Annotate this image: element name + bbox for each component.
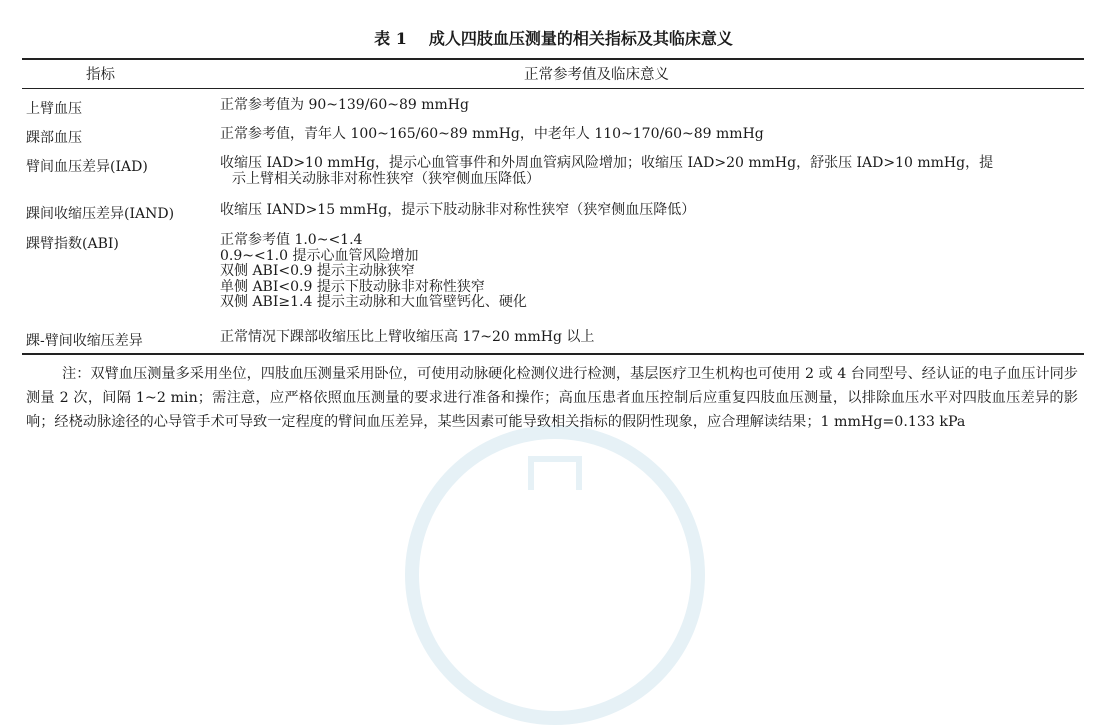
value-line: 收缩压 IAD>10 mmHg，提示心血管事件和外周血管病风险增加；收缩压 IAD>20 mmHg，舒张压 IAD>10 mmHg，提 (220, 155, 994, 171)
row-label-iad: 臂间血压差异(IAD) (26, 159, 148, 175)
value-line: 收缩压 IAND>15 mmHg，提示下肢动脉非对称性狭窄（狭窄侧血压降低） (220, 202, 696, 218)
row-label-iand: 踝间收缩压差异(IAND) (26, 206, 175, 222)
value-line: 正常情况下踝部收缩压比上臂收缩压高 17~20 mmHg 以上 (220, 329, 595, 345)
row-value-iad (220, 156, 993, 187)
value-line: 双侧 ABI<0.9 提示主动脉狭窄 (220, 263, 415, 279)
row-value-abi (220, 233, 527, 311)
value-line: 示上臂相关动脉非对称性狭窄（狭窄侧血压降低） (232, 170, 540, 187)
row-value-iand (220, 203, 695, 219)
value-line: 0.9~<1.0 提示心血管风险增加 (220, 247, 419, 264)
value-line: 单侧 ABI<0.9 提示下肢动脉非对称性狭窄 (220, 278, 485, 295)
table-caption-title: 成人四肢血压测量的相关指标及其临床意义 (428, 29, 733, 48)
row-label-ankle: 踝部血压 (26, 130, 82, 146)
column-header-indicator: 指标 (86, 67, 115, 83)
value-line: 正常参考值，青年人 100~165/60~89 mmHg，中老年人 110~170/60~89 mmHg (220, 126, 764, 142)
table-bottom-rule (22, 353, 1084, 355)
column-header-reference: 正常参考值及临床意义 (524, 67, 669, 83)
watermark-glyph (528, 456, 582, 490)
row-value-ankle-arm (220, 330, 594, 346)
table-note: 注：双臂血压测量多采用坐位，四肢血压测量采用卧位，可使用动脉硬化检测仪进行检测，基层医疗卫生机构也可使用 2 或 4 台同型号、经认证的电子血压计同步测量 2 次，间隔 1~2 min；需注意，应严格依照血压测量的要求进行准备和操作；高血压患者血压控制后应重复四肢血压测量，以排除血压水平对四肢血压差异的影响；经桡动脉途径的心导管手术可导致一定程度的臂间血压差异，某些因素可能导致相关指标的假阴性现象，应合理解读结果；1 mmHg=0.133 kPa (26, 366, 1078, 430)
value-line: 正常参考值为 90~139/60~89 mmHg (220, 97, 469, 113)
row-value-ankle (220, 127, 764, 143)
table-caption-label: 表 1 (374, 29, 407, 48)
value-line: 双侧 ABI≥1.4 提示主动脉和大血管壁钙化、硬化 (220, 294, 527, 310)
row-label-upper-arm: 上臂血压 (26, 101, 82, 117)
row-value-upper-arm (220, 98, 469, 114)
value-line: 正常参考值 1.0~<1.4 (220, 232, 363, 248)
table-header-rule (22, 88, 1084, 89)
table-caption (0, 26, 1107, 49)
table-top-rule (22, 58, 1084, 60)
row-label-ankle-arm: 踝-臂间收缩压差异 (26, 333, 143, 349)
row-label-abi: 踝臂指数(ABI) (26, 236, 119, 252)
